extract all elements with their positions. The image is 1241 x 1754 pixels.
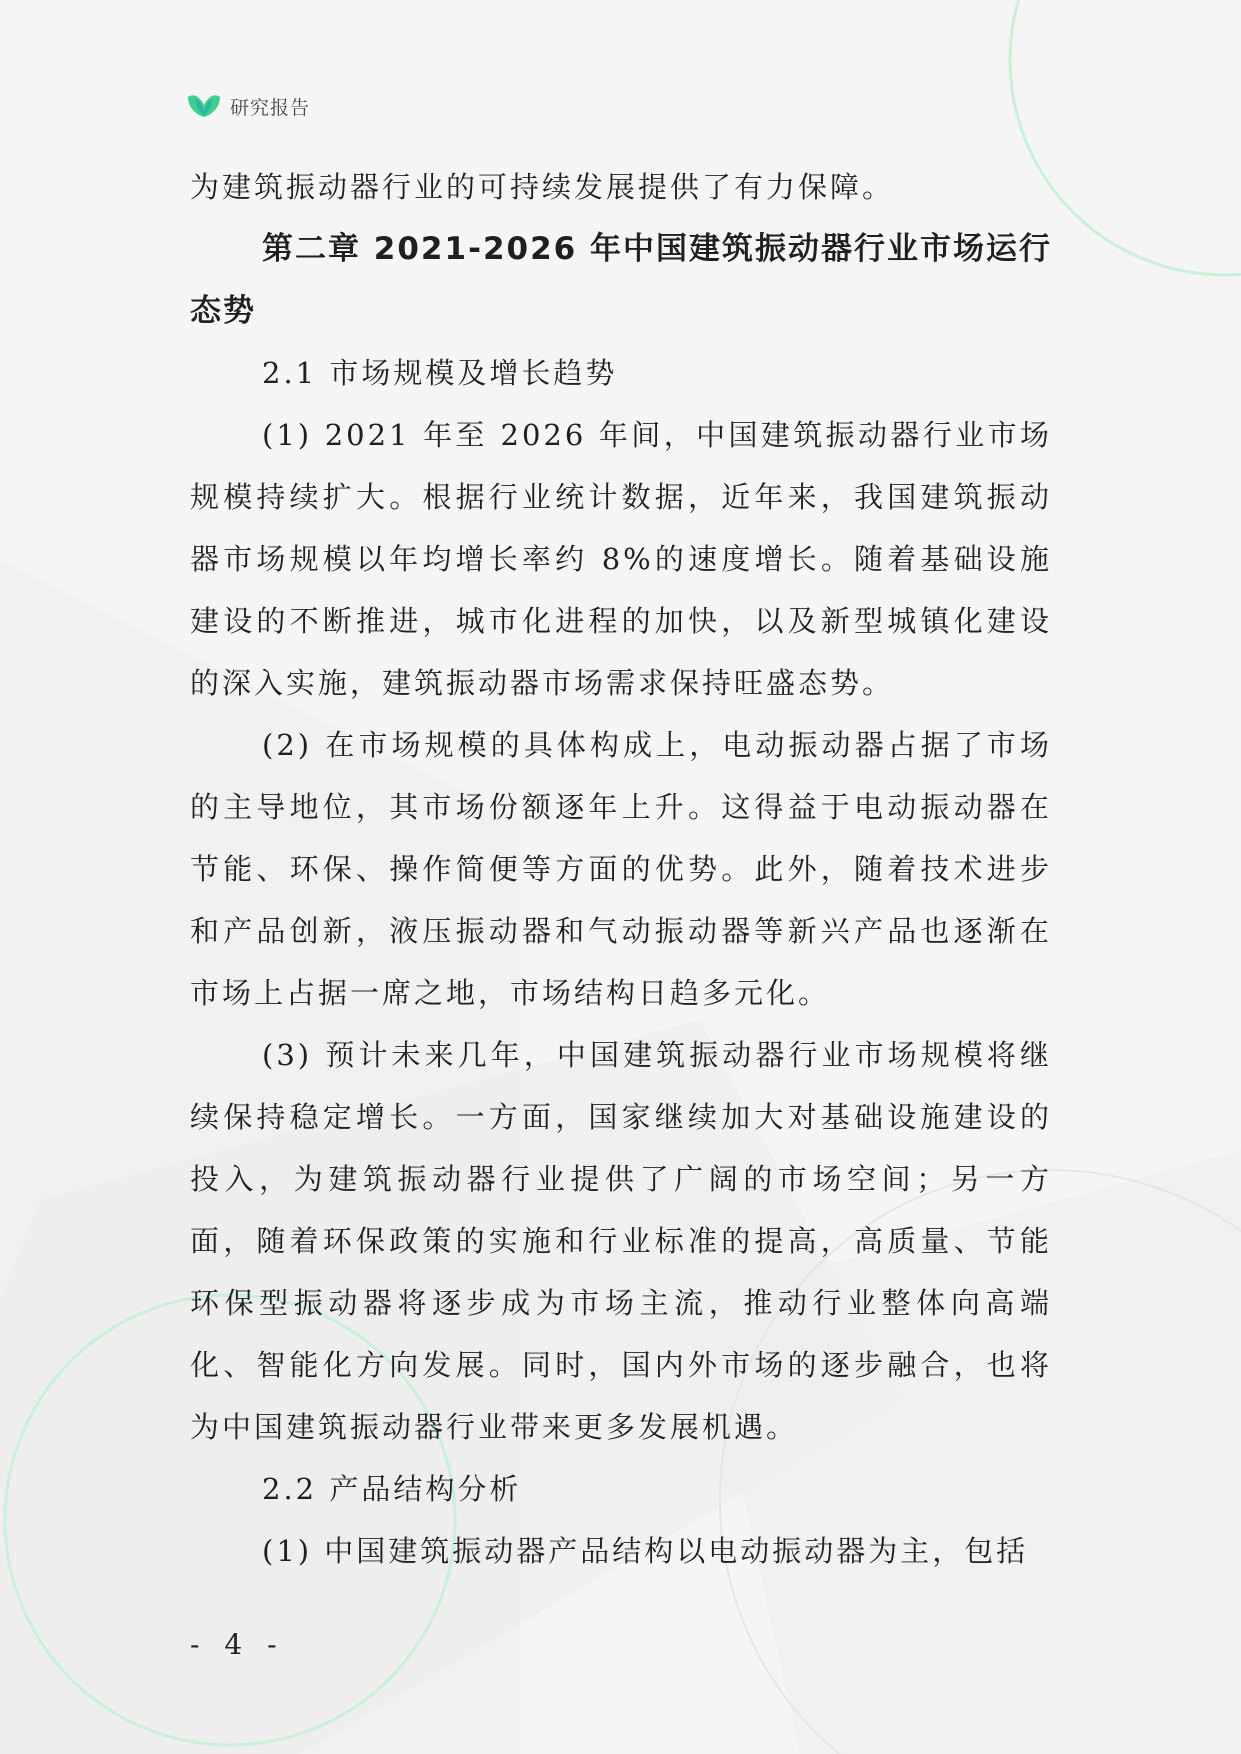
paragraph-2: (2) 在市场规模的具体构成上，电动振动器占据了市场的主导地位，其市场份额逐年上升。这得益于电动振动器在节能、环保、操作简便等方面的优势。此外，随着技术进步和产品创新，液压振动器和气动振动器等新兴产品也逐渐在市场上占据一席之地，市场结构日趋多元化。 — [190, 728, 1052, 1010]
page-number: - 4 - — [190, 1628, 285, 1661]
paragraph-3: (3) 预计未来几年，中国建筑振动器行业市场规模将继续保持稳定增长。一方面，国家继续加大对基础设施建设的投入，为建筑振动器行业提供了广阔的市场空间；另一方面，随着环保政策的实施和行业标准的提高，高质量、节能环保型振动器将逐步成为市场主流，推动行业整体向高端化、智能化方向发展。同时，国内外市场的逐步融合，也将为中国建筑振动器行业带来更多发展机遇。 — [190, 1038, 1052, 1444]
header-label: 研究报告 — [230, 96, 311, 119]
paragraph-1: (1) 2021 年至 2026 年间，中国建筑振动器行业市场规模持续扩大。根据行业统计数据，近年来，我国建筑振动器市场规模以年均增长率约 8%的速度增长。随着基础设施建设的不断推进，城市化进程的加快，以及新型城镇化建设的深入实施，建筑振动器市场需求保持旺盛态势。 — [190, 418, 1052, 700]
paragraph-continuation: 为建筑振动器行业的可持续发展提供了有力保障。 — [190, 170, 895, 204]
paragraph-4: (1) 中国建筑振动器产品结构以电动振动器为主，包括 — [262, 1534, 1029, 1568]
chapter-heading: 第二章 2021-2026 年中国建筑振动器行业市场运行态势 — [190, 231, 1053, 329]
section-heading-2-2: 2.2 产品结构分析 — [262, 1472, 522, 1506]
section-heading-2-1: 2.1 市场规模及增长趋势 — [262, 356, 618, 390]
company-logo-icon — [186, 91, 222, 121]
document-body — [190, 156, 1052, 1582]
report-header — [186, 88, 310, 124]
